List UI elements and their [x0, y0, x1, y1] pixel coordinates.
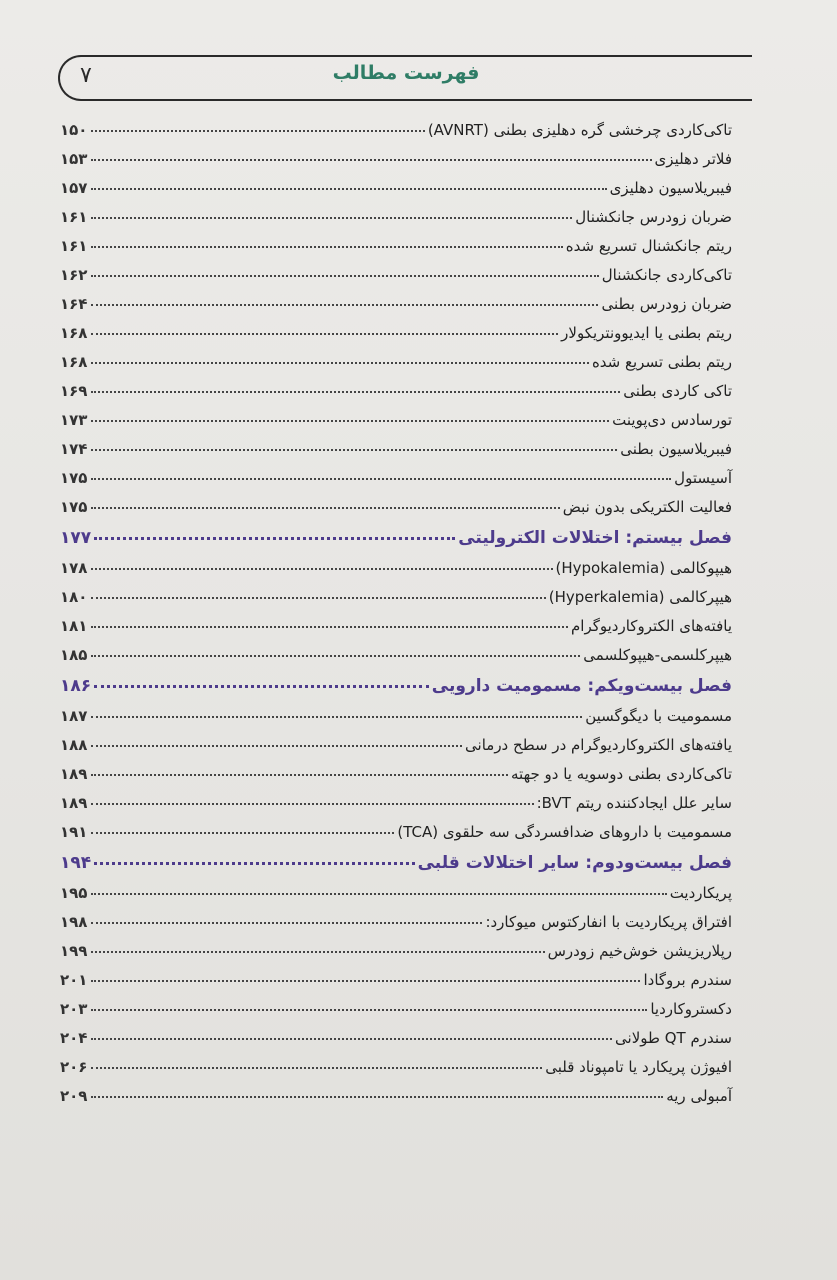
toc-entry-row — [60, 458, 732, 487]
page-number: ۷ — [80, 63, 92, 88]
entry-page-number: ۲۰۱ — [60, 971, 88, 989]
dot-leader — [91, 246, 563, 248]
entry-title: فیبریلاسیون بطنی — [620, 440, 732, 458]
dot-leader — [91, 507, 560, 509]
entry-page-number: ۱۵۷ — [60, 179, 88, 197]
toc-entry-row — [60, 577, 732, 606]
dot-leader — [94, 685, 429, 688]
dot-leader — [91, 774, 508, 776]
dot-leader — [91, 217, 572, 219]
entry-page-number: ۱۸۵ — [60, 646, 88, 664]
toc-entry-row — [60, 812, 732, 841]
toc-entry-row — [60, 989, 732, 1018]
dot-leader — [91, 188, 607, 190]
dot-leader — [91, 832, 394, 834]
entry-title: سندرم QT طولانی — [615, 1029, 732, 1047]
toc-chapter-row — [60, 843, 732, 873]
toc-entry-row — [60, 696, 732, 725]
dot-leader — [94, 537, 455, 540]
dot-leader — [91, 1038, 612, 1040]
entry-page-number: ۱۶۱ — [60, 237, 88, 255]
toc-entry-row — [60, 139, 732, 168]
entry-page-number: ۱۷۷ — [60, 528, 92, 548]
entry-title: هیپرکلسمی-هیپوکلسمی — [583, 646, 732, 664]
entry-title: یافته‌های الکتروکاردیوگرام در سطح درمانی — [465, 736, 732, 754]
toc-entry-row — [60, 1047, 732, 1076]
entry-page-number: ۱۸۸ — [60, 736, 88, 754]
toc-entry-row — [60, 342, 732, 371]
toc-entry-row — [60, 902, 732, 931]
entry-page-number: ۱۹۹ — [60, 942, 88, 960]
toc-entry-row — [60, 110, 732, 139]
entry-page-number: ۱۵۰ — [60, 121, 88, 139]
entry-page-number: ۱۶۱ — [60, 208, 88, 226]
toc-entry-row — [60, 1076, 732, 1105]
toc-entry-row — [60, 548, 732, 577]
toc-entry-row — [60, 725, 732, 754]
dot-leader — [94, 862, 414, 865]
toc-entry-row — [60, 313, 732, 342]
page-title: فهرست مطالب — [332, 62, 480, 84]
entry-page-number: ۱۷۵ — [60, 469, 88, 487]
entry-page-number: ۱۸۹ — [60, 765, 88, 783]
entry-title: تاکی‌کاردی چرخشی گره دهلیزی بطنی (AVNRT) — [427, 121, 732, 139]
entry-title: آسیستول — [674, 469, 732, 487]
toc-entry-row — [60, 1018, 732, 1047]
entry-page-number: ۱۶۲ — [60, 266, 88, 284]
dot-leader — [91, 1067, 542, 1069]
toc-entry-row — [60, 873, 732, 902]
toc-entry-row — [60, 226, 732, 255]
toc-chapter-row — [60, 518, 732, 548]
dot-leader — [91, 1009, 647, 1011]
entry-title: مسمومیت با دیگوگسین — [585, 707, 732, 725]
entry-title: مسمومیت با داروهای ضدافسردگی سه حلقوی (TCA) — [397, 823, 732, 841]
entry-title: تاکی‌کاردی بطنی دوسویه یا دو جهته — [511, 765, 732, 783]
dot-leader — [91, 568, 553, 570]
entry-page-number: ۱۷۳ — [60, 411, 88, 429]
entry-title: سندرم بروگادا — [643, 971, 732, 989]
dot-leader — [91, 716, 582, 718]
entry-title: هیپرکالمی (Hyperkalemia) — [548, 588, 732, 606]
entry-title: یافته‌های الکتروکاردیوگرام — [571, 617, 732, 635]
dot-leader — [91, 626, 568, 628]
chapter-title: فصل بیست‌ویکم: مسمومیت دارویی — [431, 676, 732, 696]
entry-page-number: ۱۸۶ — [60, 676, 92, 696]
entry-title: ریتم بطنی یا ایدیوونتریکولار — [561, 324, 732, 342]
entry-title: تاکی کاردی بطنی — [623, 382, 732, 400]
entry-title: پریکاردیت — [669, 884, 732, 902]
entry-page-number: ۱۶۴ — [60, 295, 88, 313]
entry-title: فیبریلاسیون دهلیزی — [609, 179, 732, 197]
entry-page-number: ۱۹۸ — [60, 913, 88, 931]
toc-entry-row — [60, 635, 732, 664]
table-of-contents — [60, 110, 732, 1105]
dot-leader — [91, 391, 620, 393]
dot-leader — [91, 893, 667, 895]
entry-page-number: ۱۸۰ — [60, 588, 88, 606]
entry-page-number: ۱۷۵ — [60, 498, 88, 516]
entry-page-number: ۱۷۴ — [60, 440, 88, 458]
toc-entry-row — [60, 168, 732, 197]
entry-page-number: ۱۵۳ — [60, 150, 88, 168]
entry-title: ریتم بطنی تسریع شده — [591, 353, 732, 371]
toc-entry-row — [60, 931, 732, 960]
toc-entry-row — [60, 429, 732, 458]
entry-page-number: ۱۸۹ — [60, 794, 88, 812]
dot-leader — [91, 362, 589, 364]
entry-title: تاکی‌کاردی جانکشنال — [601, 266, 732, 284]
entry-page-number: ۱۶۸ — [60, 353, 88, 371]
entry-page-number: ۲۰۶ — [60, 1058, 88, 1076]
dot-leader — [91, 597, 546, 599]
entry-title: رپلاریزیشن خوش‌خیم زودرس — [547, 942, 732, 960]
dot-leader — [91, 130, 425, 132]
dot-leader — [91, 980, 640, 982]
entry-title: ضربان زودرس بطنی — [601, 295, 732, 313]
toc-entry-row — [60, 371, 732, 400]
toc-entry-row — [60, 606, 732, 635]
toc-entry-row — [60, 197, 732, 226]
dot-leader — [91, 745, 462, 747]
toc-entry-row — [60, 400, 732, 429]
entry-page-number: ۱۸۱ — [60, 617, 88, 635]
dot-leader — [91, 333, 558, 335]
entry-page-number: ۲۰۳ — [60, 1000, 88, 1018]
entry-page-number: ۲۰۴ — [60, 1029, 88, 1047]
entry-title: دکستروکاردیا — [650, 1000, 732, 1018]
toc-entry-row — [60, 255, 732, 284]
entry-title: فعالیت الکتریکی بدون نبض — [562, 498, 732, 516]
toc-entry-row — [60, 783, 732, 812]
dot-leader — [91, 922, 482, 924]
dot-leader — [91, 275, 599, 277]
chapter-title: فصل بیستم: اختلالات الکترولیتی — [458, 528, 732, 548]
entry-page-number: ۱۷۸ — [60, 559, 88, 577]
entry-page-number: ۱۸۷ — [60, 707, 88, 725]
dot-leader — [91, 159, 652, 161]
dot-leader — [91, 304, 598, 306]
dot-leader — [91, 655, 580, 657]
entry-title: فلاتر دهلیزی — [654, 150, 732, 168]
entry-title: آمبولی ریه — [666, 1087, 732, 1105]
dot-leader — [91, 420, 609, 422]
chapter-title: فصل بیست‌ودوم: سایر اختلالات قلبی — [417, 853, 732, 873]
toc-entry-row — [60, 754, 732, 783]
toc-entry-row — [60, 284, 732, 313]
entry-title: هیپوکالمی (Hypokalemia) — [555, 559, 732, 577]
entry-page-number: ۱۶۹ — [60, 382, 88, 400]
entry-title: افیوژن پریکارد یا تامپوناد قلبی — [545, 1058, 732, 1076]
entry-page-number: ۱۹۱ — [60, 823, 88, 841]
entry-title: تورسادس دی‌پوینت — [612, 411, 732, 429]
entry-title: افتراق پریکاردیت با انفارکتوس میوکارد: — [485, 913, 732, 931]
entry-title: ضربان زودرس جانکشنال — [575, 208, 732, 226]
toc-chapter-row — [60, 666, 732, 696]
entry-title: ریتم جانکشنال تسریع شده — [565, 237, 732, 255]
dot-leader — [91, 803, 534, 805]
toc-entry-row — [60, 960, 732, 989]
dot-leader — [91, 478, 671, 480]
entry-page-number: ۱۶۸ — [60, 324, 88, 342]
dot-leader — [91, 951, 545, 953]
entry-page-number: ۱۹۵ — [60, 884, 88, 902]
entry-title: سایر علل ایجادکننده ریتم BVT: — [536, 794, 732, 812]
dot-leader — [91, 449, 617, 451]
entry-page-number: ۲۰۹ — [60, 1087, 88, 1105]
entry-page-number: ۱۹۴ — [60, 853, 92, 873]
toc-entry-row — [60, 487, 732, 516]
dot-leader — [91, 1096, 663, 1098]
page-header — [58, 55, 752, 101]
